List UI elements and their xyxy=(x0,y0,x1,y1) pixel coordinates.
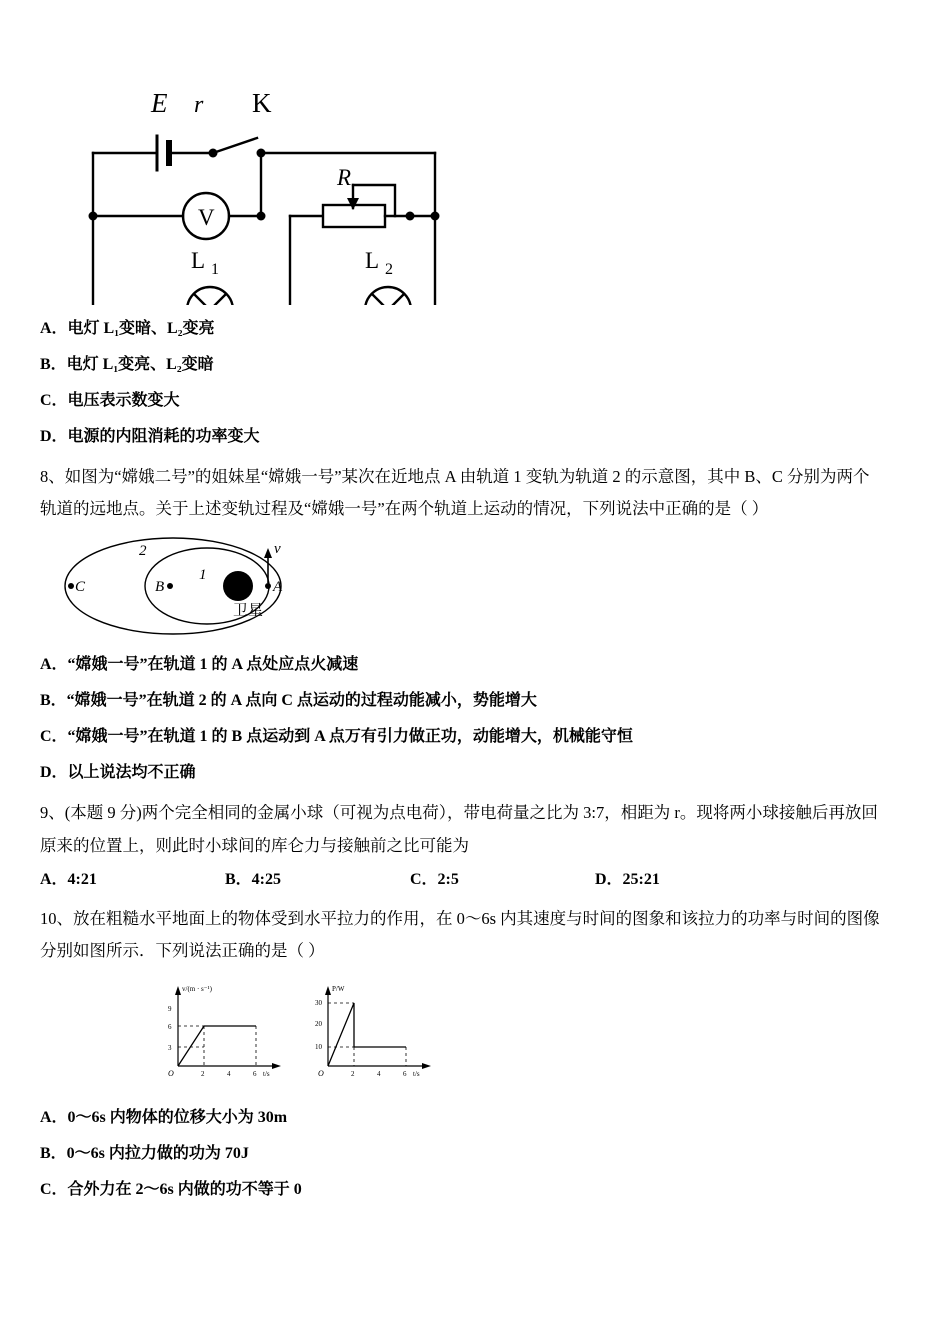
q8-option-d: D．以上说法均不正确 xyxy=(40,764,196,782)
chart1-origin: O xyxy=(168,1069,174,1079)
orbit-diagram-figure xyxy=(55,531,335,641)
q8-stem-line2: 轨道的远地点。关于上述变轨过程及“嫦娥一号”在两个轨道上运动的情况，下列说法中正确的是（ ） xyxy=(40,499,769,519)
q9-stem-line1: 9、(本题 9 分)两个完全相同的金属小球（可视为点电荷），带电荷量之比为 3:7，相距为 r。现将两小球接触后再放回 xyxy=(40,803,878,823)
vt-pt-graphs-figure xyxy=(160,981,460,1086)
chart1-ytick-6: 6 xyxy=(168,1023,172,1032)
label-switch: K xyxy=(252,88,272,118)
orbit-point-c: C xyxy=(75,579,86,596)
q10-stem-line1: 10、放在粗糙水平地面上的物体受到水平拉力的作用，在 0～6s 内其速度与时间的图象和该拉力的功率与时间的图像 xyxy=(40,908,880,928)
chart2-origin: O xyxy=(318,1069,324,1079)
orbit-satellite-label: 卫星 xyxy=(233,603,264,620)
q7-option-d: D．电源的内阻消耗的功率变大 xyxy=(40,428,260,445)
label-lamp1-sub: 1 xyxy=(211,261,219,278)
chart2-xtick-2: 2 xyxy=(351,1070,355,1079)
q7-option-a: A．电灯 L₁变暗、L₂变亮 xyxy=(40,320,215,337)
orbit-label-1: 1 xyxy=(199,567,207,584)
q10-option-a: A．0～6s 内物体的位移大小为 30m xyxy=(40,1109,288,1127)
q7-option-b: B．电灯 L₁变亮、L₂变暗 xyxy=(40,356,214,373)
q8-stem-line1: 8、如图为“嫦娥二号”的姐妹星“嫦娥一号”某次在近地点 A 由轨道 1 变轨为轨道 2 的示意图，其中 B、C 分别为两个 xyxy=(40,467,870,486)
label-lamp2: L xyxy=(365,248,380,273)
chart1-xlabel: t/s xyxy=(263,1070,270,1079)
q8-option-a: A．“嫦娥一号”在轨道 1 的 A 点处应点火减速 xyxy=(40,656,359,674)
chart1-ytick-3: 3 xyxy=(168,1044,172,1053)
chart2-xlabel: t/s xyxy=(413,1070,420,1079)
q9-option-d: D．25:21 xyxy=(595,870,660,888)
chart2-ytick-30: 30 xyxy=(315,999,322,1008)
chart2-ytick-10: 10 xyxy=(315,1043,322,1052)
orbit-label-2: 2 xyxy=(139,543,147,560)
orbit-point-a: A xyxy=(273,579,283,596)
q8-option-c: C．“嫦娥一号”在轨道 1 的 B 点运动到 A 点万有引力做正功，动能增大，机械能守恒 xyxy=(40,728,633,746)
label-lamp2-sub: 2 xyxy=(385,261,393,278)
page-content xyxy=(40,40,912,1208)
chart2-xtick-4: 4 xyxy=(377,1070,381,1079)
orbit-point-b: B xyxy=(155,579,165,596)
q10-option-c: C．合外力在 2～6s 内做的功不等于 0 xyxy=(40,1181,302,1199)
q9-option-c: C．2:5 xyxy=(410,870,459,888)
label-emf: E xyxy=(151,88,168,118)
q9-option-b: B．4:25 xyxy=(225,870,282,888)
chart1-xtick-4: 4 xyxy=(227,1070,231,1079)
chart2-ylabel: P/W xyxy=(332,985,345,994)
label-voltmeter: V xyxy=(198,205,215,230)
chart1-ytick-9: 9 xyxy=(168,1005,172,1014)
q10-option-b: B．0～6s 内拉力做的功为 70J xyxy=(40,1145,249,1163)
chart1-xtick-2: 2 xyxy=(201,1070,205,1079)
q9-option-a: A．4:21 xyxy=(40,870,97,888)
q9-options-row xyxy=(40,862,912,897)
circuit-diagram-figure xyxy=(65,40,495,305)
label-rheostat: R xyxy=(337,165,352,190)
q10-stem-line2: 分别如图所示．下列说法正确的是（ ） xyxy=(40,941,325,961)
chart1-xtick-6: 6 xyxy=(253,1070,257,1079)
chart1-ylabel: v/(m · s⁻¹) xyxy=(182,985,212,994)
orbit-velocity: v xyxy=(274,541,281,558)
q7-option-c: C．电压表示数变大 xyxy=(40,392,180,409)
chart2-xtick-6: 6 xyxy=(403,1070,407,1079)
chart2-ytick-20: 20 xyxy=(315,1020,322,1029)
label-internal-resistance: r xyxy=(194,92,204,118)
label-lamp1: L xyxy=(191,248,206,273)
q8-option-b: B．“嫦娥一号”在轨道 2 的 A 点向 C 点运动的过程动能减小，势能增大 xyxy=(40,692,537,710)
q9-stem-line2: 原来的位置上，则此时小球间的库仑力与接触前之比可能为 xyxy=(40,835,469,855)
